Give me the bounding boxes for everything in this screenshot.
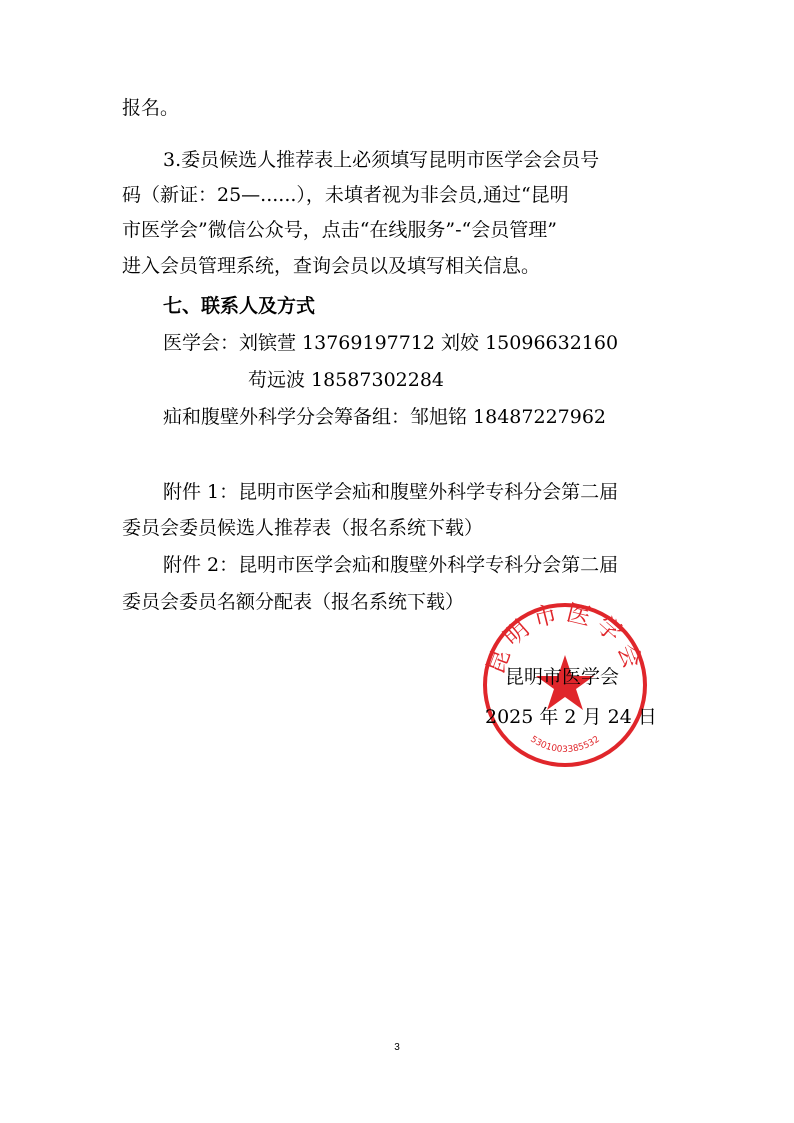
contact-line: 医学会：刘镔萱 13769197712 刘姣 15096632160: [163, 332, 619, 354]
contact-line: 疝和腹壁外科学分会筹备组：邹旭铭 18487227962: [163, 406, 607, 428]
paragraph-line: 报名。: [122, 97, 180, 119]
attachment-line: 委员会委员名额分配表（报名系统下载）: [122, 591, 465, 613]
attachment-line: 委员会委员候选人推荐表（报名系统下载）: [122, 517, 484, 539]
signature-date: 2025 年 2 月 24 日: [485, 706, 657, 728]
page-number: 3: [394, 1042, 400, 1053]
section-heading: 七、联系人及方式: [163, 295, 316, 317]
seal-number: 5301003385532: [528, 734, 602, 756]
attachment-line: 附件 2：昆明市医学会疝和腹壁外科学专科分会第二届: [163, 554, 619, 576]
contact-line: 苟远波 18587302284: [248, 369, 445, 391]
attachment-line: 附件 1：昆明市医学会疝和腹壁外科学专科分会第二届: [163, 481, 619, 503]
signature-org: 昆明市医学会: [505, 666, 620, 688]
seal-text: 昆明市医学会: [481, 600, 649, 678]
paragraph-line: 市医学会”微信公众号，点击“在线服务”-“会员管理”: [122, 219, 557, 241]
paragraph-line: 码（新证：25—......），未填者视为非会员,通过“昆明: [122, 184, 569, 206]
paragraph-line: 进入会员管理系统，查询会员以及填写相关信息。: [122, 255, 541, 277]
paragraph-line: 3.委员候选人推荐表上必须填写昆明市医学会会员号: [163, 149, 600, 171]
